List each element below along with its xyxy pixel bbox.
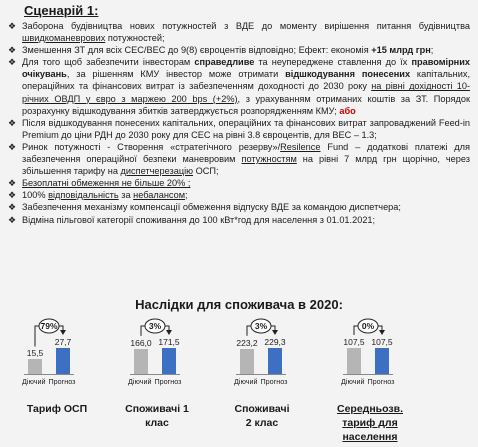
chart-title-line: Тариф ОСП: [26, 403, 88, 415]
category-label: Діючий: [341, 377, 365, 386]
bar-chart: [228, 316, 318, 392]
bullet-item: [6, 177, 470, 189]
diamond-bullet-icon: ❖: [8, 141, 17, 152]
change-arrow-icon: [122, 316, 212, 376]
change-percent-label: 3%: [254, 321, 268, 331]
bullet-text: ;: [185, 190, 188, 201]
bar-chart: [122, 316, 212, 392]
bullet-text: +15 млрд грн: [371, 45, 431, 56]
bullet-text: , з урахуванням отриманих коштів за ЗТ. Порядок розрахунку відшкодування збитків затверджується розпорядженням КМУ;: [22, 93, 470, 116]
category-labels: [341, 377, 394, 386]
bullet-text: Для того щоб забезпечити інвесторам: [22, 57, 195, 68]
chart-title: [7, 402, 107, 416]
category-labels: [22, 377, 75, 386]
bullet-text: або: [339, 105, 356, 116]
bullet-text: швидкоманеврових: [22, 33, 106, 44]
change-percent-label: 0%: [361, 321, 375, 331]
bullet-text: Безоплатні обмеження не більше 20% ;: [22, 178, 191, 189]
bar-value-label: 166,0: [130, 337, 152, 348]
bullet-text: потужностям: [241, 154, 297, 165]
bar-value-label: 223,2: [236, 337, 258, 348]
bullet-text: ОСП;: [193, 166, 219, 177]
chart-title-line: клас: [145, 417, 169, 429]
chart-title-line: 2 клас: [245, 417, 279, 429]
bullet-item: [6, 20, 470, 44]
bar-chart: [16, 316, 106, 392]
bar-value-label: 27,7: [54, 337, 72, 347]
diamond-bullet-icon: ❖: [8, 57, 17, 68]
category-label: Прогноз: [48, 377, 76, 386]
results-title: Наслідки для споживача в 2020:: [135, 297, 343, 312]
chart-title: [107, 402, 207, 430]
bullet-text: відповідальність: [48, 190, 119, 201]
chart-title: [320, 402, 420, 444]
bullet-text: Забезпечення механізму компенсації обмеження відпуску ВДЕ за командою диспетчера;: [22, 202, 401, 213]
bullet-text: потужностей;: [105, 33, 165, 44]
category-labels: [234, 377, 287, 386]
chart-title-line: Споживачі 1: [125, 403, 189, 415]
diamond-bullet-icon: ❖: [8, 214, 17, 225]
bullet-item: [6, 201, 470, 213]
diamond-bullet-icon: ❖: [8, 21, 17, 31]
bullet-text: Fund – додаткові платежі для забезпечення операційної безпеки маневровим: [22, 141, 470, 165]
bullet-text: Ринок потужності - Створення «стратегічного резерву»/: [22, 141, 281, 152]
bar-value-label: 107,5: [371, 337, 393, 347]
diamond-bullet-icon: ❖: [8, 117, 17, 128]
change-arrow-icon: [228, 316, 318, 376]
bullet-item: [6, 44, 470, 56]
chart-title-line: Споживачі: [234, 403, 290, 415]
diamond-bullet-icon: ❖: [8, 178, 17, 189]
bar-value-label: 229,3: [264, 337, 286, 347]
bar-value-label: 171,5: [158, 337, 180, 347]
category-label: Прогноз: [154, 377, 182, 386]
change-arrow-icon: [16, 316, 106, 376]
bullet-text: Відміна пільгової категорії споживання до 100 кВт*год для населення з 01.01.2021;: [22, 214, 376, 225]
bullet-text: відшкодування понесених: [285, 69, 411, 80]
bullet-text: небалансом: [133, 190, 186, 201]
bullet-item: [6, 214, 470, 226]
category-labels: [128, 377, 181, 386]
bullet-item: [6, 141, 470, 177]
bullet-text: 100%: [22, 190, 49, 201]
category-label: Прогноз: [367, 377, 395, 386]
category-label: Діючий: [234, 377, 258, 386]
bullet-item: [6, 56, 470, 116]
chart-title-line: тариф для: [342, 417, 398, 429]
bullet-text: , за рішенням КМУ інвестор може отримати: [66, 69, 286, 80]
bullet-text: ;: [430, 45, 434, 56]
bullet-text: на рівні 7 млрд грн щорічно, через збільшення тарифу на: [22, 154, 470, 177]
bullet-text: Resilence: [280, 141, 321, 152]
scenario-bullet-list: [6, 20, 470, 226]
change-percent-label: 79%: [40, 321, 58, 331]
diamond-bullet-icon: ❖: [8, 202, 17, 213]
bullet-text: на рівні дохідності 10-річних ОВДП у євро з маржею 200 bps (+2%): [22, 81, 470, 104]
bullet-text: справедливе: [194, 57, 255, 68]
bar-chart: [335, 316, 425, 392]
diamond-bullet-icon: ❖: [8, 45, 17, 56]
bullet-item: [6, 117, 470, 141]
change-arrow-icon: [335, 316, 425, 376]
bullet-text: капітальних, операційних та фінансових витрат із забезпеченням доходності до 2030 року: [22, 69, 470, 92]
category-label: Діючий: [22, 377, 46, 386]
scenario-title: Сценарій 1:: [24, 3, 99, 18]
bullet-text: диспетчерезацію: [120, 166, 194, 177]
chart-title-line: населення: [342, 431, 398, 443]
category-label: Прогноз: [260, 377, 288, 386]
bullet-text: за: [118, 190, 134, 201]
bar-value-label: 15,5: [26, 348, 44, 359]
chart-title-line: Середньозв.: [336, 403, 403, 415]
category-label: Діючий: [128, 377, 152, 386]
bullet-text: Після відшкодування понесених капітальних, операційних та фінансових витрат запроваджений Feed-in Premium до ціни РДН до 2030 року для СЕС на рівні 3.8 євроцентів, для ВЕС – 1.3;: [22, 117, 470, 140]
bullet-text: Заборона будівництва нових потужностей з ВДЕ до моменту вирішення питання будівництва: [22, 21, 470, 31]
change-percent-label: 3%: [148, 321, 162, 331]
bullet-text: Зменшення ЗТ для всіх СЕС/ВЕС до 9(8) євроцентів відповідно; Ефект: економія: [22, 45, 372, 56]
bullet-item: [6, 189, 470, 201]
bullet-text: правомірних очікувань: [22, 57, 470, 80]
diamond-bullet-icon: ❖: [8, 190, 17, 201]
bullet-text: та неупереджене ставлення до їх: [254, 57, 412, 68]
bar-value-label: 107,5: [343, 337, 365, 347]
chart-title: [212, 402, 312, 430]
